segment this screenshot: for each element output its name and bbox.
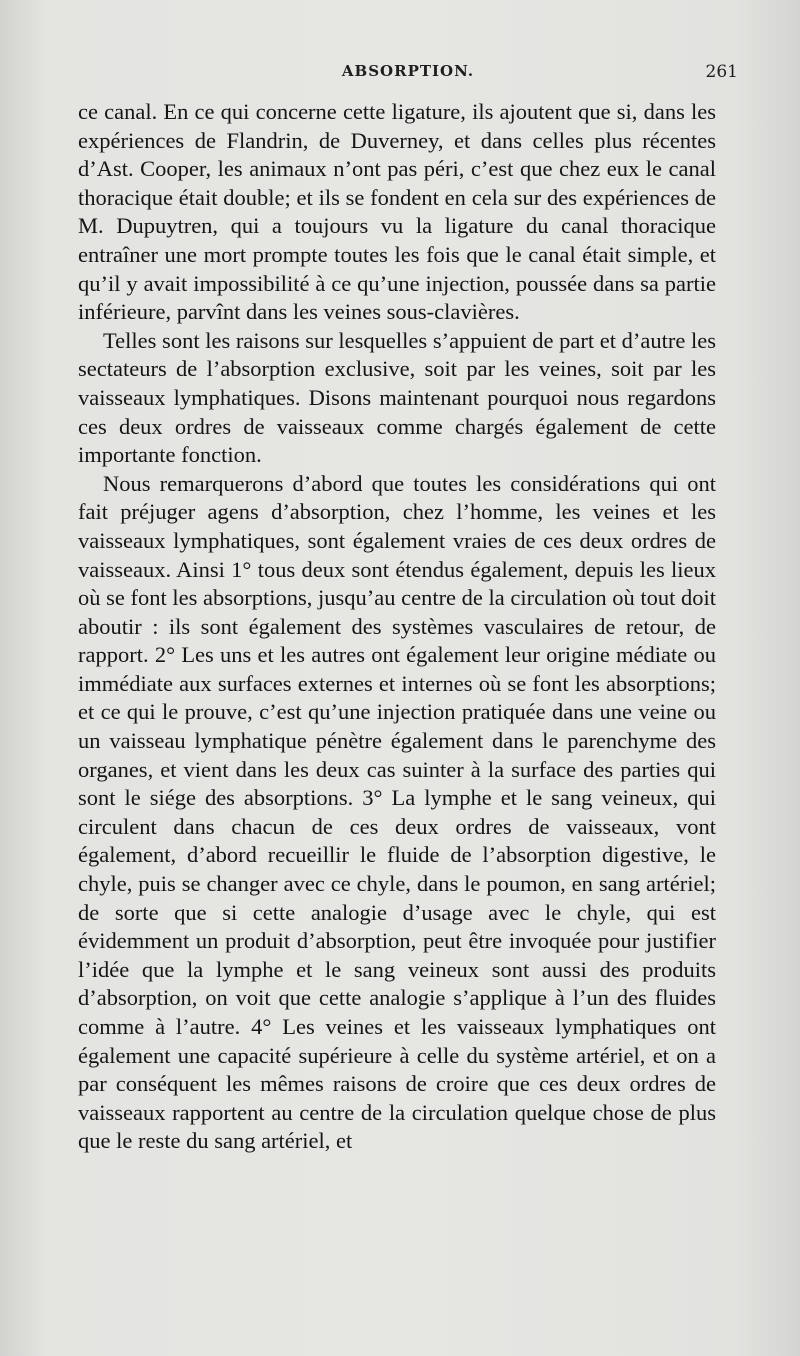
page-header xyxy=(78,62,738,92)
running-head: ABSORPTION. xyxy=(341,62,475,80)
body-text xyxy=(78,98,716,1156)
paragraph-3: Nous remarquerons d’abord que toutes les considérations qui ont fait préjuger agens d’absorption, chez l’homme, les veines et les vaisseaux lymphatiques, sont également vraies de ces deux ordres de vaisseaux. Ainsi 1° tous deux sont étendus également, depuis les lieux où se font les absorptions, jusqu’au centre de la circulation où tout doit aboutir : ils sont également des systèmes vasculaires de retour, de rapport. 2° Les uns et les autres ont également leur origine médiate ou immédiate aux surfaces externes et internes où se font les absorptions; et ce qui le prouve, c’est qu’une injection pratiquée dans une veine ou un vaisseau lymphatique pénètre également dans le parenchyme des organes, et vient dans les deux cas suinter à la surface des parties qui sont le siége des absorptions. 3° La lymphe et le sang veineux, qui circulent dans chacun de ces deux ordres de vaisseaux, vont également, d’abord recueillir le fluide de l’absorption digestive, le chyle, puis se changer avec ce chyle, dans le poumon, en sang artériel; de sorte que si cette analogie d’usage avec le chyle, qui est évidemment un produit d’absorption, peut être invoquée pour justifier l’idée que la lymphe et le sang veineux sont aussi des produits d’absorption, on voit que cette analogie s’applique à l’un des fluides comme à l’autre. 4° Les veines et les vaisseaux lymphatiques ont également une capacité supérieure à celle du système artériel, et on a par conséquent les mêmes raisons de croire que ces deux ordres de vaisseaux rapportent au centre de la circulation quelque chose de plus que le reste du sang artériel, et xyxy=(78,470,716,1154)
paragraph-2: Telles sont les raisons sur lesquelles s’appuient de part et d’autre les sectateurs de l’absorption exclusive, soit par les veines, soit par les vaisseaux lymphatiques. Disons maintenant pourquoi nous regardons ces deux ordres de vaisseaux comme chargés également de cette importante fonction. xyxy=(78,327,716,468)
paragraph-1: ce canal. En ce qui concerne cette ligature, ils ajoutent que si, dans les expériences de Flandrin, de Duverney, et dans celles plus récentes d’Ast. Cooper, les animaux n’ont pas péri, c’est que chez eux le canal thoracique était double; et ils se fondent en cela sur des expériences de M. Dupuytren, qui a toujours vu la ligature du canal thoracique entraîner une mort prompte toutes les fois que le canal était simple, et qu’il y avait impossibilité à ce qu’une injection, poussée dans sa partie inférieure, parvînt dans les veines sous-clavières. xyxy=(78,99,716,325)
page-number: 261 xyxy=(705,62,738,82)
